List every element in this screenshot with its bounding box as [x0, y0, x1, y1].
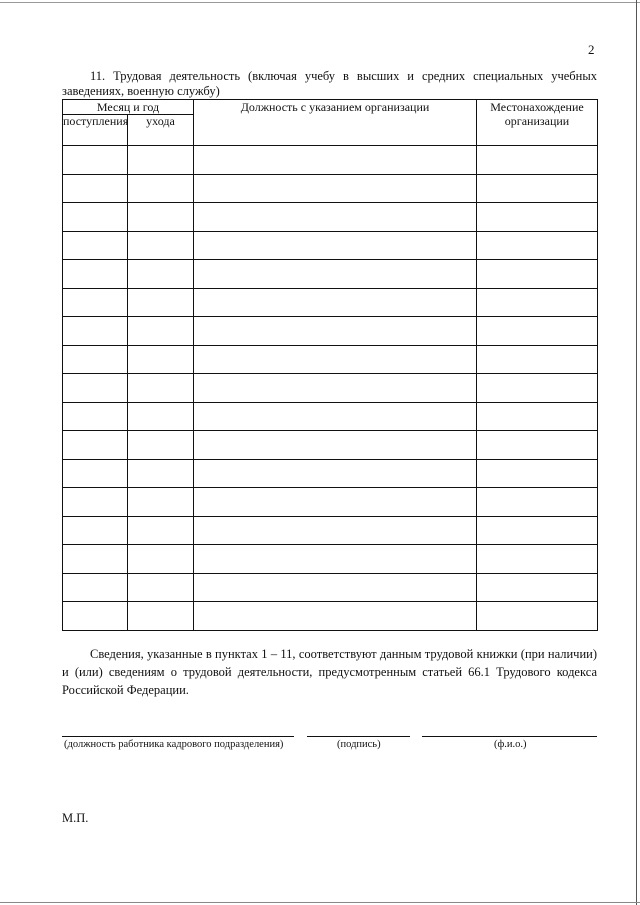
entry-cell[interactable] [63, 488, 128, 517]
entry-cell[interactable] [63, 260, 128, 289]
position-cell[interactable] [194, 516, 477, 545]
exit-cell[interactable] [128, 288, 194, 317]
header-location: Местонахождение организации [477, 100, 598, 146]
exit-cell[interactable] [128, 203, 194, 232]
position-cell[interactable] [194, 146, 477, 175]
position-cell[interactable] [194, 573, 477, 602]
table-row [63, 260, 598, 289]
location-cell[interactable] [477, 602, 598, 631]
exit-cell[interactable] [128, 431, 194, 460]
exit-cell[interactable] [128, 516, 194, 545]
table-row [63, 431, 598, 460]
position-cell[interactable] [194, 260, 477, 289]
table-row [63, 488, 598, 517]
entry-cell[interactable] [63, 288, 128, 317]
location-cell[interactable] [477, 488, 598, 517]
table-row [63, 573, 598, 602]
location-cell[interactable] [477, 374, 598, 403]
location-cell[interactable] [477, 402, 598, 431]
entry-cell[interactable] [63, 231, 128, 260]
location-cell[interactable] [477, 459, 598, 488]
position-cell[interactable] [194, 345, 477, 374]
entry-cell[interactable] [63, 317, 128, 346]
statement-text: Сведения, указанные в пунктах 1 – 11, соответствуют данным трудовой книжки (при наличии) и (или) сведениям о трудовой деятельности, предусмотренным статьей 66.1 Трудового кодекса Российской Федерации. [62, 647, 597, 697]
position-cell[interactable] [194, 488, 477, 517]
position-cell[interactable] [194, 288, 477, 317]
page-edge-bottom [0, 902, 640, 903]
entry-cell[interactable] [63, 374, 128, 403]
position-cell[interactable] [194, 459, 477, 488]
entry-cell[interactable] [63, 573, 128, 602]
name-label: (ф.и.о.) [494, 739, 527, 750]
location-cell[interactable] [477, 545, 598, 574]
location-cell[interactable] [477, 516, 598, 545]
table-row [63, 545, 598, 574]
location-cell[interactable] [477, 317, 598, 346]
header-exit: ухода [128, 115, 194, 146]
entry-cell[interactable] [63, 345, 128, 374]
position-cell[interactable] [194, 174, 477, 203]
entry-cell[interactable] [63, 174, 128, 203]
stamp-label: М.П. [62, 811, 89, 825]
position-cell[interactable] [194, 374, 477, 403]
position-cell[interactable] [194, 431, 477, 460]
exit-cell[interactable] [128, 459, 194, 488]
table-row [63, 516, 598, 545]
table-row [63, 288, 598, 317]
position-cell[interactable] [194, 231, 477, 260]
table-row [63, 374, 598, 403]
table-row [63, 317, 598, 346]
header-position: Должность с указанием организации [194, 100, 477, 146]
exit-cell[interactable] [128, 488, 194, 517]
location-cell[interactable] [477, 260, 598, 289]
entry-cell[interactable] [63, 146, 128, 175]
exit-cell[interactable] [128, 174, 194, 203]
entry-cell[interactable] [63, 459, 128, 488]
exit-cell[interactable] [128, 345, 194, 374]
exit-cell[interactable] [128, 545, 194, 574]
exit-cell[interactable] [128, 260, 194, 289]
entry-cell[interactable] [63, 516, 128, 545]
header-entry: поступления [63, 115, 128, 146]
exit-cell[interactable] [128, 374, 194, 403]
page-edge-right [636, 0, 637, 905]
table-row [63, 231, 598, 260]
exit-cell[interactable] [128, 573, 194, 602]
table-row [63, 174, 598, 203]
signature-label: (подпись) [337, 739, 381, 750]
entry-cell[interactable] [63, 602, 128, 631]
position-cell[interactable] [194, 402, 477, 431]
table-row [63, 146, 598, 175]
exit-cell[interactable] [128, 602, 194, 631]
table-row [63, 602, 598, 631]
location-cell[interactable] [477, 231, 598, 260]
table-body [63, 146, 598, 631]
entry-cell[interactable] [63, 545, 128, 574]
table-row [63, 459, 598, 488]
table-row [63, 345, 598, 374]
location-cell[interactable] [477, 146, 598, 175]
position-cell[interactable] [194, 602, 477, 631]
exit-cell[interactable] [128, 317, 194, 346]
exit-cell[interactable] [128, 231, 194, 260]
position-cell[interactable] [194, 545, 477, 574]
work-history-table [62, 99, 598, 631]
location-cell[interactable] [477, 573, 598, 602]
page-edge-top [0, 2, 640, 3]
section-heading: 11. Трудовая деятельность (включая учебу в высших и средних специальных учебных заведениях, военную службу) [62, 69, 597, 98]
header-month-year: Месяц и год [63, 100, 194, 115]
table-row [63, 402, 598, 431]
position-label: (должность работника кадрового подразделения) [64, 739, 284, 750]
entry-cell[interactable] [63, 203, 128, 232]
location-cell[interactable] [477, 431, 598, 460]
name-signature-line[interactable] [422, 736, 597, 737]
location-cell[interactable] [477, 288, 598, 317]
signature-line[interactable] [307, 736, 410, 737]
location-cell[interactable] [477, 345, 598, 374]
position-cell[interactable] [194, 317, 477, 346]
exit-cell[interactable] [128, 146, 194, 175]
position-signature-line[interactable] [62, 736, 294, 737]
position-cell[interactable] [194, 203, 477, 232]
location-cell[interactable] [477, 203, 598, 232]
exit-cell[interactable] [128, 402, 194, 431]
entry-cell[interactable] [63, 431, 128, 460]
location-cell[interactable] [477, 174, 598, 203]
page-number: 2 [588, 42, 595, 57]
entry-cell[interactable] [63, 402, 128, 431]
table-row [63, 203, 598, 232]
